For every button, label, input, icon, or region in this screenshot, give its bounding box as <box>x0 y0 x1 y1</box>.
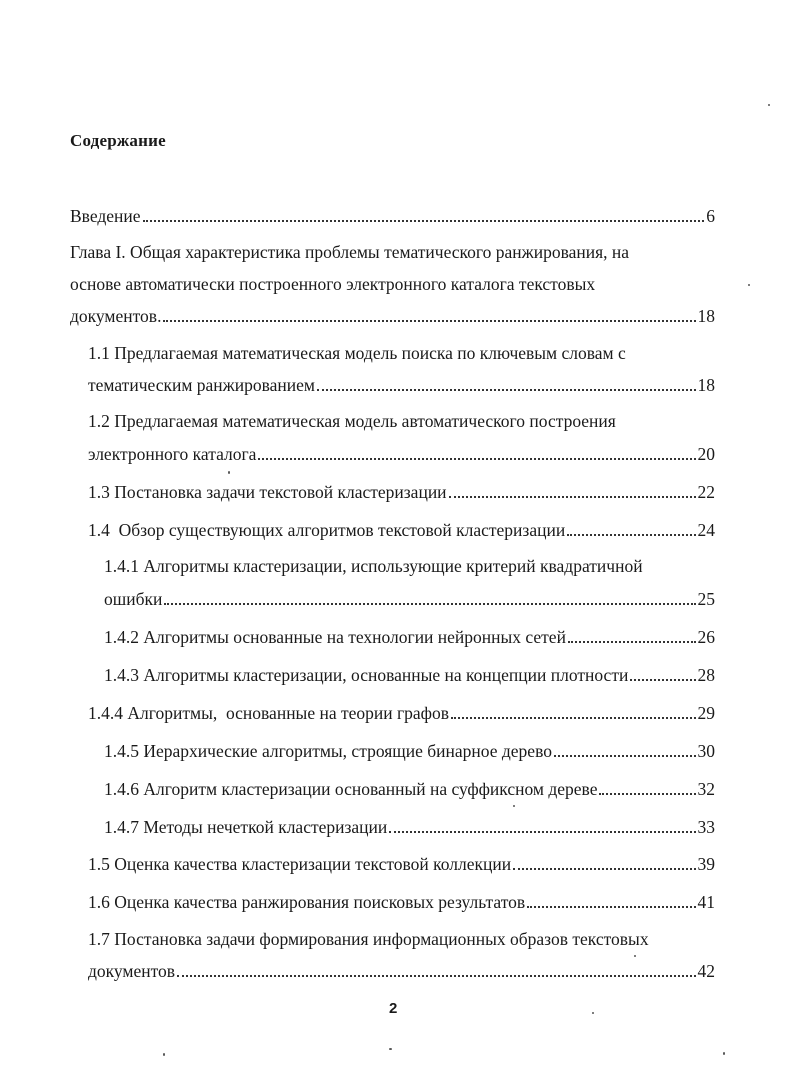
toc-entry-chapter1-line2[interactable]: основе автоматически построенного электронного каталога текстовых <box>70 274 596 294</box>
dot-leader <box>143 220 705 222</box>
toc-entry-1-2-line1[interactable]: 1.2 Предлагаемая математическая модель автоматического построения <box>88 411 616 431</box>
toc-entry-1-7-line1[interactable]: 1.7 Постановка задачи формирования информационных образов текстовых <box>88 929 649 949</box>
toc-entry-text: 1.4.2 Алгоритмы основанные на технологии нейронных сетей <box>104 627 566 647</box>
toc-page-number: 18 <box>697 306 715 326</box>
toc-entry-text: ошибки <box>104 589 163 609</box>
toc-entry-text: электронного каталога <box>88 444 257 464</box>
toc-entry-1-4-2[interactable] <box>104 624 715 648</box>
toc-entry-text: документов <box>88 961 176 981</box>
toc-entry-chapter1-line1[interactable]: Глава I. Общая характеристика проблемы тематического ранжирования, на <box>70 242 630 262</box>
toc-page-number: 22 <box>697 482 715 502</box>
toc-entry-1-2[interactable] <box>88 441 715 465</box>
dot-leader <box>630 679 695 681</box>
toc-entry-1-5[interactable] <box>88 851 715 875</box>
scan-speck <box>513 805 515 807</box>
toc-page-number: 25 <box>697 589 715 609</box>
toc-entry-1-4-3[interactable] <box>104 662 715 686</box>
toc-entry-text: тематическим ранжированием <box>88 375 315 395</box>
scan-speck <box>634 955 636 957</box>
toc-entry-text: 1.4.6 Алгоритм кластеризации основанный на суффиксном дереве <box>104 779 598 799</box>
toc-page-number: 42 <box>697 961 715 981</box>
scan-speck <box>723 1052 725 1055</box>
dot-leader <box>449 496 696 498</box>
toc-entry-1-4-1[interactable] <box>104 586 715 610</box>
toc-page-number: 33 <box>697 817 715 837</box>
dot-leader <box>258 458 695 460</box>
dot-leader <box>527 906 695 908</box>
toc-entry-text: 1.6 Оценка качества ранжирования поисковых результатов <box>88 892 526 912</box>
toc-entry-1-6[interactable] <box>88 889 715 913</box>
toc-page-number: 29 <box>697 703 715 723</box>
toc-page-number: 41 <box>697 892 715 912</box>
scan-speck <box>228 471 230 474</box>
toc-entry-1-4-4[interactable] <box>88 700 715 724</box>
toc-entry-text: 1.3 Постановка задачи текстовой кластеризации <box>88 482 447 502</box>
toc-page-number: 6 <box>706 206 715 226</box>
toc-entry-text: Введение <box>70 206 141 226</box>
toc-entry-chapter1[interactable] <box>70 303 715 327</box>
scan-speck <box>163 1053 165 1056</box>
dot-leader <box>389 831 695 833</box>
page-title: Содержание <box>70 131 166 150</box>
toc-page-number: 26 <box>697 627 715 647</box>
toc-entry-1-7[interactable] <box>88 958 715 982</box>
toc-entry-text: 1.4.7 Методы нечеткой кластеризации <box>104 817 388 837</box>
dot-leader <box>599 793 695 795</box>
scan-speck <box>748 284 750 286</box>
toc-page-number: 20 <box>697 444 715 464</box>
toc-page-number: 18 <box>697 375 715 395</box>
scan-speck <box>389 1048 392 1050</box>
toc-entry-1-1-line1[interactable]: 1.1 Предлагаемая математическая модель поиска по ключевым словам с <box>88 343 626 363</box>
dot-leader <box>568 641 696 643</box>
toc-entry-text: 1.4 Обзор существующих алгоритмов текстовой кластеризации <box>88 520 566 540</box>
toc-entry-1-3[interactable] <box>88 479 715 503</box>
toc-entry-text: 1.4.3 Алгоритмы кластеризации, основанные на концепции плотности <box>104 665 629 685</box>
toc-page-number: 39 <box>697 854 715 874</box>
dot-leader <box>177 975 695 977</box>
toc-page-number: 30 <box>697 741 715 761</box>
toc-page-number: 28 <box>697 665 715 685</box>
toc-entry-1-4-5[interactable] <box>104 738 715 762</box>
toc-entry-text: 1.5 Оценка качества кластеризации текстовой коллекции <box>88 854 512 874</box>
scan-speck <box>592 1012 594 1014</box>
dot-leader <box>513 868 695 870</box>
toc-entry-1-4-1-line1[interactable]: 1.4.1 Алгоритмы кластеризации, использующие критерий квадратичной <box>104 556 643 576</box>
dot-leader <box>451 717 695 719</box>
dot-leader <box>164 603 695 605</box>
dot-leader <box>554 755 696 757</box>
dot-leader <box>317 389 696 391</box>
toc-entry-text: 1.4.5 Иерархические алгоритмы, строящие бинарное дерево <box>104 741 552 761</box>
toc-entry-1-1[interactable] <box>88 372 715 396</box>
toc-entry-text: 1.4.4 Алгоритмы, основанные на теории графов <box>88 703 450 723</box>
dot-leader <box>163 320 695 322</box>
toc-entry-1-4[interactable] <box>88 517 715 541</box>
scan-speck <box>768 104 770 106</box>
toc-page-number: 32 <box>697 779 715 799</box>
toc-entry-text: документов. <box>70 306 162 326</box>
toc-page-number: 24 <box>697 520 715 540</box>
toc-entry-intro[interactable] <box>70 203 715 227</box>
page-number: 2 <box>389 1000 398 1017</box>
dot-leader <box>567 534 695 536</box>
toc-entry-1-4-7[interactable] <box>104 814 715 838</box>
toc-entry-1-4-6[interactable] <box>104 776 715 800</box>
